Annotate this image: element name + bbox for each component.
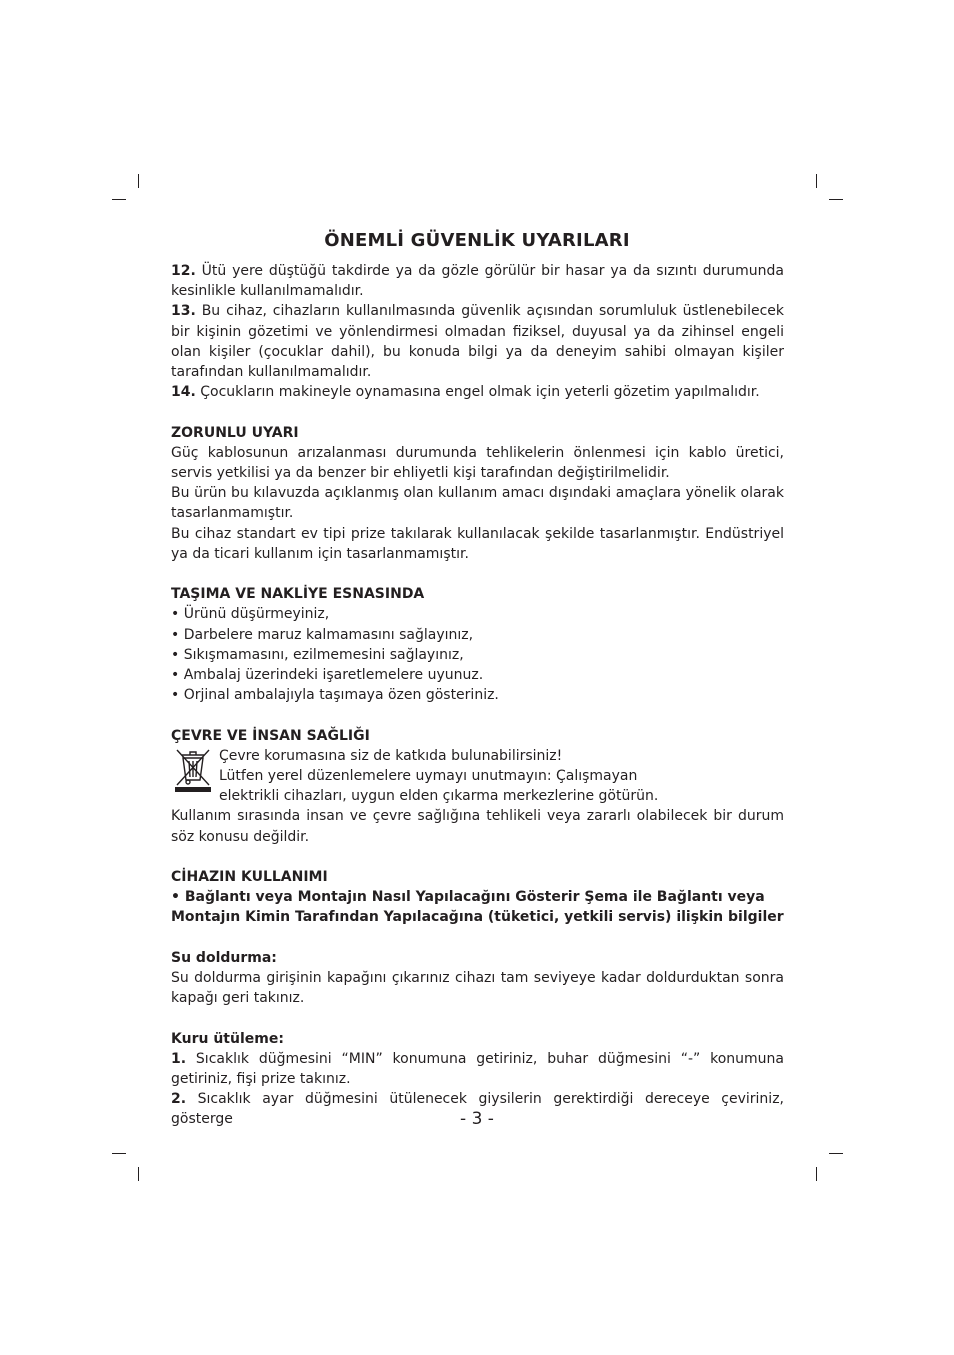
mandatory-paragraph: Bu ürün bu kılavuzda açıklanmış olan kullanım amacı dışındaki amaçlara yönelik olarak tasarlanmamıştır. xyxy=(171,485,784,522)
section-heading-environment: ÇEVRE VE İNSAN SAĞLIĞI xyxy=(171,727,370,744)
item-text: Bu cihaz, cihazların kullanılmasında güvenlik açısından sorumluluk üstlenebilecek bir kişinin gözetimi ve yönlendirmesi olmadan fiziksel, duyusal ya da zihinsel engeli olan kişiler (çocuklar dahil), bu konuda bilgi ya da deneyim sahibi olmayan kişiler tarafından kullanılmamalıdır. xyxy=(171,303,784,381)
crop-mark-bottom-left-vertical xyxy=(138,1167,139,1181)
list-item: • Orjinal ambalajıyla taşımaya özen gösteriniz. xyxy=(171,687,499,704)
item-number: 12. xyxy=(171,263,196,279)
crop-mark-bottom-left-horizontal xyxy=(112,1153,126,1154)
dry-ironing-heading: Kuru ütüleme: xyxy=(171,1030,284,1047)
crop-mark-bottom-right-vertical xyxy=(816,1167,817,1181)
item-text: Çocukların makineyle oynamasına engel olmak için yeterli gözetim yapılmalıdır. xyxy=(200,384,760,401)
section-heading-usage: CİHAZIN KULLANIMI xyxy=(171,869,328,886)
usage-bold-paragraph: • Bağlantı veya Montajın Nasıl Yapılacağını Gösterir Şema ile Bağlantı veya Montajın Kimin Tarafından Yapılacağına (tüketici, yetkili servis) ilişkin bilgiler xyxy=(171,889,784,926)
section-heading-transport: TAŞIMA VE NAKLİYE ESNASINDA xyxy=(171,586,425,603)
weee-notice xyxy=(171,746,784,807)
document-body xyxy=(171,261,784,1130)
step-text: Sıcaklık düğmesini “MIN” konumuna getiriniz, buhar düğmesini “-” konumuna getiriniz, fişi prize takınız. xyxy=(171,1050,785,1088)
mandatory-paragraph: Güç kablosunun arızalanması durumunda tehlikelerin önlenmesi için kablo üretici, servis yetkilisi ya da benzer bir ehliyetli kişi tarafından değiştirilmelidir. xyxy=(171,444,784,482)
step-number: 2. xyxy=(171,1091,187,1108)
crop-mark-bottom-right-horizontal xyxy=(829,1153,843,1154)
dry-step-1 xyxy=(171,1049,784,1089)
weee-crossed-bin-icon xyxy=(173,747,213,793)
weee-line: elektrikli cihazları, uygun elden çıkarma merkezlerine götürün. xyxy=(219,788,659,805)
item-number: 14. xyxy=(171,384,196,401)
crop-mark-top-left-horizontal xyxy=(112,199,126,200)
step-number: 1. xyxy=(171,1050,187,1067)
water-fill-heading: Su doldurma: xyxy=(171,949,277,966)
section-heading-mandatory: ZORUNLU UYARI xyxy=(171,424,299,441)
list-item: • Darbelere maruz kalmamasını sağlayınız, xyxy=(171,626,474,643)
item-text: Ütü yere düştüğü takdirde ya da gözle görülür bir hasar ya da sızıntı durumunda kesinlikle kullanılmamalıdır. xyxy=(171,263,785,300)
list-item: • Sıkışmamasını, ezilmemesini sağlayınız, xyxy=(171,646,464,663)
step-text: Sıcaklık ayar düğmesini ütülenecek giysilerin gerektirdiği dereceye çeviriniz, gösterge xyxy=(171,1091,784,1128)
page-number: - 3 - xyxy=(460,1109,494,1129)
item-number: 13. xyxy=(171,303,196,320)
list-item: • Ürünü düşürmeyiniz, xyxy=(171,606,330,623)
page-title: ÖNEMLİ GÜVENLİK UYARILARI xyxy=(324,230,630,251)
list-item: • Ambalaj üzerindeki işaretlemelere uyunuz. xyxy=(171,667,484,684)
crop-mark-top-right-vertical xyxy=(816,174,817,188)
crop-mark-top-left-vertical xyxy=(138,174,139,188)
safety-item-14 xyxy=(171,382,784,402)
safety-item-13 xyxy=(171,301,784,382)
safety-item-12 xyxy=(171,261,784,301)
environment-paragraph: Kullanım sırasında insan ve çevre sağlığına tehlikeli veya zararlı olabilecek bir durum söz konusu değildir. xyxy=(171,808,784,845)
crop-mark-top-right-horizontal xyxy=(829,199,843,200)
mandatory-paragraph: Bu cihaz standart ev tipi prize takılarak kullanılacak şekilde tasarlanmıştır. Endüstriyel ya da ticari kullanım için tasarlanmamıştır. xyxy=(171,525,784,562)
weee-line: Çevre korumasına siz de katkıda bulunabilirsiniz! xyxy=(219,747,563,764)
water-fill-text: Su doldurma girişinin kapağını çıkarınız cihazı tam seviyeye kadar doldurduktan sonra kapağı geri takınız. xyxy=(171,970,784,1007)
weee-line: Lütfen yerel düzenlemelere uymayı unutmayın: Çalışmayan xyxy=(219,768,638,785)
